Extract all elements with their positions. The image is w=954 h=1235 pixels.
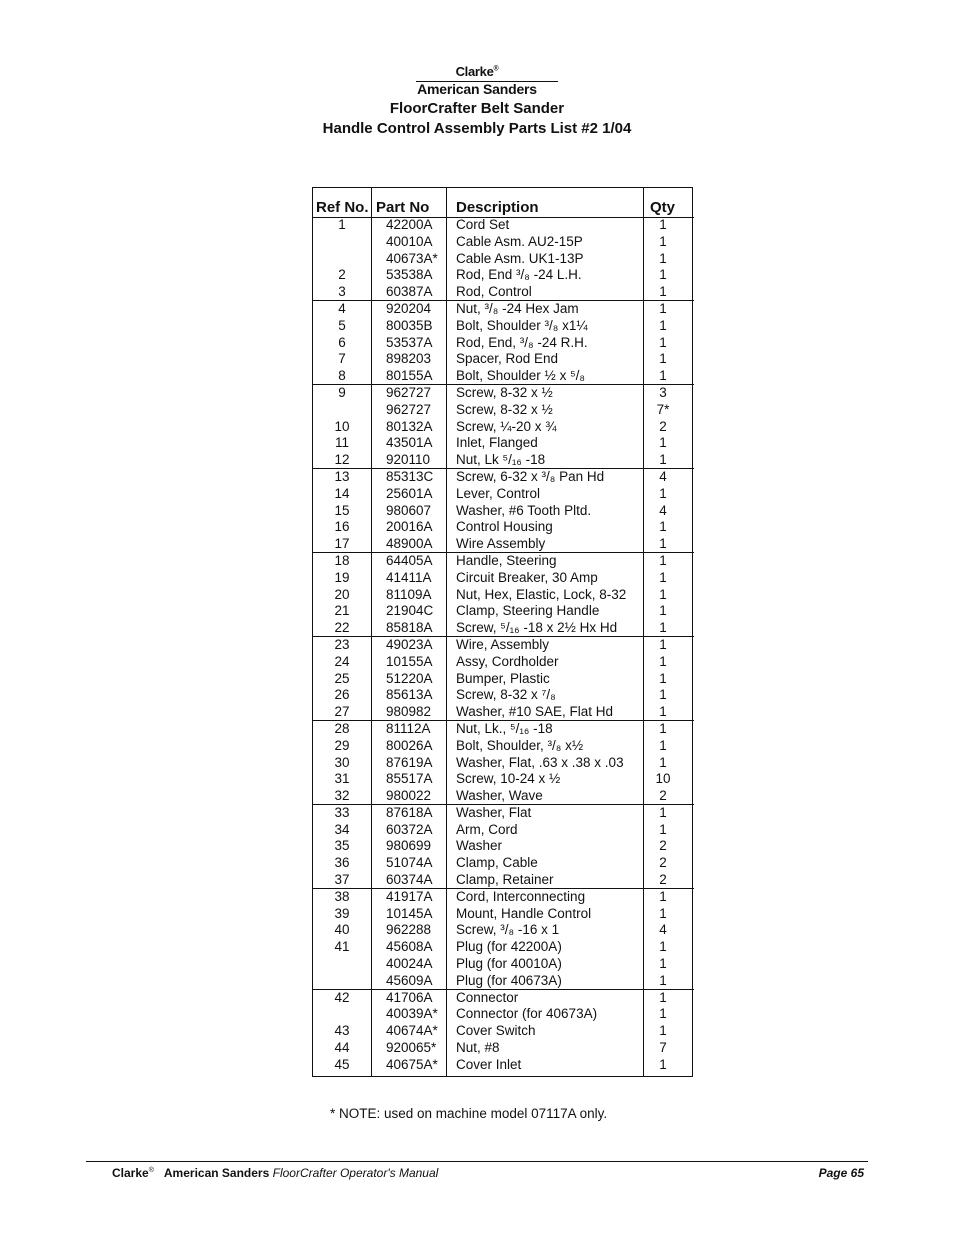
description-cell: Bolt, Shoulder ½ x ⁵/₈	[456, 368, 586, 384]
part-no-cell: 962288	[386, 922, 432, 938]
description-cell: Spacer, Rod End	[456, 351, 559, 367]
table-row	[313, 889, 694, 906]
table-row	[313, 620, 694, 637]
part-no-cell: 85613A	[386, 687, 433, 703]
part-no-cell: 60374A	[386, 872, 433, 888]
qty-cell: 1	[659, 536, 667, 552]
logo	[0, 64, 954, 79]
part-no-cell: 48900A	[386, 536, 433, 552]
table-row	[313, 251, 694, 268]
table-row	[313, 788, 694, 805]
qty-cell: 3	[659, 384, 667, 400]
qty-cell: 1	[659, 267, 667, 283]
qty-cell: 1	[659, 620, 667, 636]
ref-no-cell: 2	[338, 267, 346, 283]
ref-no-cell: 17	[334, 536, 350, 552]
ref-no-cell: 12	[334, 452, 350, 468]
table-row	[313, 234, 694, 251]
part-no-cell: 60387A	[386, 284, 433, 300]
description-cell: Cord, Interconnecting	[456, 888, 586, 904]
qty-cell: 1	[659, 956, 667, 972]
table-row	[313, 906, 694, 923]
ref-no-cell: 41	[334, 939, 350, 955]
part-no-cell: 85313C	[386, 468, 434, 484]
part-no-cell: 53537A	[386, 334, 433, 350]
table-row	[313, 1023, 694, 1040]
description-cell: Screw, 8-32 x ½	[456, 401, 553, 417]
ref-no-cell: 31	[334, 771, 350, 787]
description-cell: Cable Asm. AU2-15P	[456, 233, 583, 249]
part-no-cell: 45608A	[386, 939, 433, 955]
table-row	[313, 872, 694, 889]
table-row	[313, 318, 694, 335]
qty-cell: 1	[659, 435, 667, 451]
qty-cell: 1	[659, 250, 667, 266]
qty-cell: 4	[659, 468, 667, 484]
description-cell: Rod, End, ³/₈ -24 R.H.	[456, 334, 588, 350]
description-cell: Bolt, Shoulder, ³/₈ x½	[456, 737, 584, 753]
qty-cell: 1	[659, 368, 667, 384]
part-no-cell: 40675A*	[386, 1056, 438, 1072]
table-row	[313, 217, 694, 234]
description-cell: Nut, Lk ⁵/₁₆ -18	[456, 452, 546, 468]
qty-cell: 4	[659, 922, 667, 938]
table-row	[313, 351, 694, 368]
part-no-cell: 40674A*	[386, 1023, 438, 1039]
description-cell: Bumper, Plastic	[456, 670, 550, 686]
description-cell: Plug (for 42200A)	[456, 939, 562, 955]
qty-cell: 2	[659, 838, 667, 854]
table-row	[313, 519, 694, 536]
qty-cell: 1	[659, 586, 667, 602]
qty-cell: 1	[659, 939, 667, 955]
description-cell: Screw, 8-32 x ⁷/₈	[456, 687, 556, 703]
ref-no-cell: 36	[334, 855, 350, 871]
ref-no-cell: 5	[338, 317, 346, 333]
description-cell: Connector	[456, 989, 519, 1005]
part-no-cell: 85818A	[386, 620, 433, 636]
header-qty: Qty	[650, 199, 676, 216]
qty-cell: 1	[659, 334, 667, 350]
part-no-cell: 980022	[386, 788, 432, 804]
table-row	[313, 973, 694, 990]
qty-cell: 1	[659, 804, 667, 820]
description-cell: Cord Set	[456, 217, 510, 232]
footer-company: American Sanders	[163, 1166, 270, 1180]
part-no-cell: 49023A	[386, 636, 433, 652]
qty-cell: 4	[659, 502, 667, 518]
ref-no-cell: 26	[334, 687, 350, 703]
qty-cell: 1	[659, 670, 667, 686]
table-row	[313, 1057, 694, 1074]
qty-cell: 1	[659, 905, 667, 921]
table-row	[313, 738, 694, 755]
part-no-cell: 40024A	[386, 956, 433, 972]
table-row	[313, 402, 694, 419]
qty-cell: 1	[659, 1006, 667, 1022]
part-no-cell: 80132A	[386, 418, 433, 434]
description-cell: Nut, Hex, Elastic, Lock, 8-32	[456, 586, 627, 602]
part-no-cell: 41411A	[386, 569, 432, 585]
ref-no-cell: 6	[338, 334, 346, 350]
ref-no-cell: 8	[338, 368, 346, 384]
qty-cell: 1	[659, 569, 667, 585]
qty-cell: 2	[659, 788, 667, 804]
description-cell: Washer, Wave	[456, 788, 543, 804]
part-no-cell: 920110	[386, 452, 431, 468]
table-row	[313, 536, 694, 553]
description-cell: Washer, #6 Tooth Pltd.	[456, 502, 592, 518]
qty-cell: 2	[659, 418, 667, 434]
ref-no-cell: 42	[334, 989, 350, 1005]
table-row	[313, 435, 694, 452]
ref-no-cell: 14	[334, 485, 350, 501]
table-row	[313, 939, 694, 956]
qty-cell: 1	[659, 603, 667, 619]
qty-cell: 10	[655, 771, 671, 787]
table-row	[313, 587, 694, 604]
table-row	[313, 284, 694, 301]
part-no-cell: 980982	[386, 704, 432, 720]
ref-no-cell: 33	[334, 804, 350, 820]
table-row	[313, 570, 694, 587]
qty-cell: 1	[659, 989, 667, 1005]
part-no-cell: 962727	[386, 384, 432, 400]
ref-no-cell: 27	[334, 704, 350, 720]
table-row	[313, 822, 694, 839]
ref-no-cell: 15	[334, 502, 350, 518]
part-no-cell: 898203	[386, 351, 432, 367]
ref-no-cell: 21	[334, 603, 350, 619]
qty-cell: 1	[659, 704, 667, 720]
description-cell: Bolt, Shoulder ³/₈ x1¼	[456, 317, 588, 333]
table-row	[313, 385, 694, 402]
ref-no-cell: 20	[334, 586, 350, 602]
description-cell: Washer, #10 SAE, Flat Hd	[456, 704, 614, 720]
description-cell: Circuit Breaker, 30 Amp	[456, 569, 598, 585]
table-row	[313, 855, 694, 872]
qty-cell: 1	[659, 317, 667, 333]
description-cell: Nut, ³/₈ -24 Hex Jam	[456, 300, 579, 316]
description-cell: Handle, Steering	[456, 552, 557, 568]
table-row	[313, 368, 694, 385]
table-row	[313, 486, 694, 503]
description-cell: Clamp, Retainer	[456, 872, 554, 888]
table-row	[313, 335, 694, 352]
footer-publisher	[112, 1166, 438, 1180]
ref-no-cell: 25	[334, 670, 350, 686]
part-no-cell: 80155A	[386, 368, 433, 384]
qty-cell: 1	[659, 452, 667, 468]
qty-cell: 2	[659, 855, 667, 871]
description-cell: Clamp, Cable	[456, 855, 538, 871]
parts-table	[312, 187, 693, 1077]
qty-cell: 1	[659, 233, 667, 249]
description-cell: Cover Switch	[456, 1023, 536, 1039]
description-cell: Screw, 6-32 x ³/₈ Pan Hd	[456, 468, 605, 484]
table-row	[313, 687, 694, 704]
table-row	[313, 838, 694, 855]
ref-no-cell: 38	[334, 888, 350, 904]
description-cell: Wire Assembly	[456, 536, 546, 552]
footer-rule	[86, 1161, 868, 1162]
part-no-cell: 40673A*	[386, 250, 438, 266]
description-cell: Washer, Flat, .63 x .38 x .03	[456, 754, 624, 770]
part-no-cell: 25601A	[386, 485, 433, 501]
part-no-cell: 20016A	[386, 519, 433, 535]
table-row	[313, 503, 694, 520]
ref-no-cell: 7	[338, 351, 346, 367]
qty-cell: 1	[659, 1056, 667, 1072]
table-row	[313, 771, 694, 788]
qty-cell: 1	[659, 720, 667, 736]
table-row	[313, 721, 694, 738]
ref-no-cell: 9	[338, 384, 346, 400]
header-ref-no: Ref No.	[316, 199, 369, 216]
description-cell: Screw, ³/₈ -16 x 1	[456, 922, 560, 938]
description-cell: Rod, Control	[456, 284, 532, 300]
table-row	[313, 671, 694, 688]
table-row	[313, 301, 694, 318]
description-cell: Screw, 8-32 x ½	[456, 384, 553, 400]
qty-cell: 1	[659, 1023, 667, 1039]
logo-company: American Sanders	[417, 81, 537, 97]
part-no-cell: 42200A	[386, 217, 433, 232]
part-no-cell: 920204	[386, 300, 432, 316]
table-row	[313, 637, 694, 654]
ref-no-cell: 13	[334, 468, 350, 484]
description-cell: Washer	[456, 838, 503, 854]
description-cell: Screw, ⁵/₁₆ -18 x 2½ Hx Hd	[456, 620, 618, 636]
ref-no-cell: 28	[334, 720, 350, 736]
qty-cell: 7*	[656, 401, 670, 417]
qty-cell: 1	[659, 300, 667, 316]
description-cell: Control Housing	[456, 519, 553, 535]
ref-no-cell: 34	[334, 821, 350, 837]
description-cell: Cover Inlet	[456, 1056, 522, 1072]
ref-no-cell: 43	[334, 1023, 350, 1039]
table-row	[313, 805, 694, 822]
description-cell: Assy, Cordholder	[456, 653, 559, 669]
footnote: * NOTE: used on machine model 07117A only.	[330, 1106, 608, 1121]
qty-cell: 1	[659, 351, 667, 367]
description-cell: Connector (for 40673A)	[456, 1006, 598, 1022]
table-row	[313, 553, 694, 570]
ref-no-cell: 45	[334, 1056, 350, 1072]
qty-cell: 1	[659, 687, 667, 703]
qty-cell: 1	[659, 485, 667, 501]
page-subtitle: Handle Control Assembly Parts List #2 1/04	[322, 120, 632, 137]
table-row	[313, 469, 694, 486]
qty-cell: 1	[659, 888, 667, 904]
part-no-cell: 64405A	[386, 552, 433, 568]
ref-no-cell: 44	[334, 1040, 350, 1056]
qty-cell: 2	[659, 872, 667, 888]
description-cell: Inlet, Flanged	[456, 435, 538, 451]
part-no-cell: 41917A	[386, 888, 433, 904]
description-cell: Washer, Flat	[456, 804, 532, 820]
qty-cell: 1	[659, 636, 667, 652]
page-title: FloorCrafter Belt Sander	[389, 100, 565, 117]
description-cell: Nut, #8	[456, 1040, 500, 1056]
description-cell: Screw, 10-24 x ½	[456, 771, 561, 787]
header-description: Description	[456, 199, 539, 216]
part-no-cell: 41706A	[386, 989, 433, 1005]
description-cell: Plug (for 40673A)	[456, 972, 562, 988]
part-no-cell: 53538A	[386, 267, 433, 283]
page-number: Page 65	[818, 1166, 864, 1180]
description-cell: Mount, Handle Control	[456, 905, 592, 921]
ref-no-cell: 18	[334, 552, 350, 568]
ref-no-cell: 19	[334, 569, 350, 585]
ref-no-cell: 16	[334, 519, 350, 535]
qty-cell: 1	[659, 754, 667, 770]
ref-no-cell: 11	[334, 435, 349, 451]
part-no-cell: 962727	[386, 401, 432, 417]
qty-cell: 1	[659, 284, 667, 300]
ref-no-cell: 35	[334, 838, 350, 854]
parts-rows	[313, 217, 694, 1074]
table-row	[313, 1006, 694, 1023]
part-no-cell: 10155A	[386, 653, 433, 669]
part-no-cell: 45609A	[386, 972, 433, 988]
ref-no-cell: 23	[334, 636, 350, 652]
table-row	[313, 755, 694, 772]
ref-no-cell: 32	[334, 788, 350, 804]
part-no-cell: 21904C	[386, 603, 434, 619]
ref-no-cell: 39	[334, 905, 350, 921]
table-row	[313, 452, 694, 469]
table-row	[313, 704, 694, 721]
ref-no-cell: 1	[338, 217, 346, 232]
ref-no-cell: 10	[334, 418, 350, 434]
table-row	[313, 1040, 694, 1057]
description-cell: Plug (for 40010A)	[456, 956, 562, 972]
ref-no-cell: 3	[338, 284, 346, 300]
part-no-cell: 87618A	[386, 804, 433, 820]
description-cell: Wire, Assembly	[456, 636, 550, 652]
part-no-cell: 920065*	[386, 1040, 437, 1056]
ref-no-cell: 4	[338, 300, 346, 316]
qty-cell: 1	[659, 217, 667, 232]
logo-brand: Clarke	[455, 64, 494, 79]
part-no-cell: 51220A	[386, 670, 433, 686]
part-no-cell: 40039A*	[386, 1006, 438, 1022]
table-row	[313, 603, 694, 620]
footer-brand: Clarke	[112, 1166, 149, 1180]
qty-cell: 1	[659, 552, 667, 568]
logo-reg-mark: ®	[493, 65, 499, 73]
part-no-cell: 43501A	[386, 435, 433, 451]
part-no-cell: 80035B	[386, 317, 433, 333]
qty-cell: 7	[659, 1040, 667, 1056]
header-part-no: Part No	[376, 199, 430, 216]
table-row	[313, 419, 694, 436]
ref-no-cell: 24	[334, 653, 350, 669]
part-no-cell: 980607	[386, 502, 432, 518]
ref-no-cell: 37	[334, 872, 350, 888]
part-no-cell: 85517A	[386, 771, 433, 787]
part-no-cell: 81112A	[386, 720, 431, 736]
table-row	[313, 267, 694, 284]
part-no-cell: 60372A	[386, 821, 433, 837]
qty-cell: 1	[659, 519, 667, 535]
part-no-cell: 87619A	[386, 754, 433, 770]
table-row	[313, 990, 694, 1007]
part-no-cell: 80026A	[386, 737, 433, 753]
ref-no-cell: 30	[334, 754, 350, 770]
ref-no-cell: 40	[334, 922, 350, 938]
table-row	[313, 922, 694, 939]
qty-cell: 1	[659, 653, 667, 669]
description-cell: Lever, Control	[456, 485, 541, 501]
description-cell: Rod, End ³/₈ -24 L.H.	[456, 267, 582, 283]
description-cell: Nut, Lk., ⁵/₁₆ -18	[456, 720, 553, 736]
qty-cell: 1	[659, 737, 667, 753]
part-no-cell: 10145A	[386, 905, 433, 921]
footer-manual-title: FloorCrafter Operator's Manual	[272, 1166, 439, 1180]
part-no-cell: 980699	[386, 838, 432, 854]
footer-reg-mark: ®	[148, 1167, 154, 1174]
part-no-cell: 51074A	[386, 855, 433, 871]
ref-no-cell: 29	[334, 737, 350, 753]
table-row	[313, 956, 694, 973]
part-no-cell: 81109A	[386, 586, 432, 602]
description-cell: Arm, Cord	[456, 821, 518, 837]
description-cell: Clamp, Steering Handle	[456, 603, 600, 619]
part-no-cell: 40010A	[386, 233, 433, 249]
description-cell: Screw, ¼-20 x ¾	[456, 418, 557, 434]
qty-cell: 1	[659, 821, 667, 837]
qty-cell: 1	[659, 972, 667, 988]
table-row	[313, 654, 694, 671]
ref-no-cell: 22	[334, 620, 350, 636]
description-cell: Cable Asm. UK1-13P	[456, 250, 584, 266]
